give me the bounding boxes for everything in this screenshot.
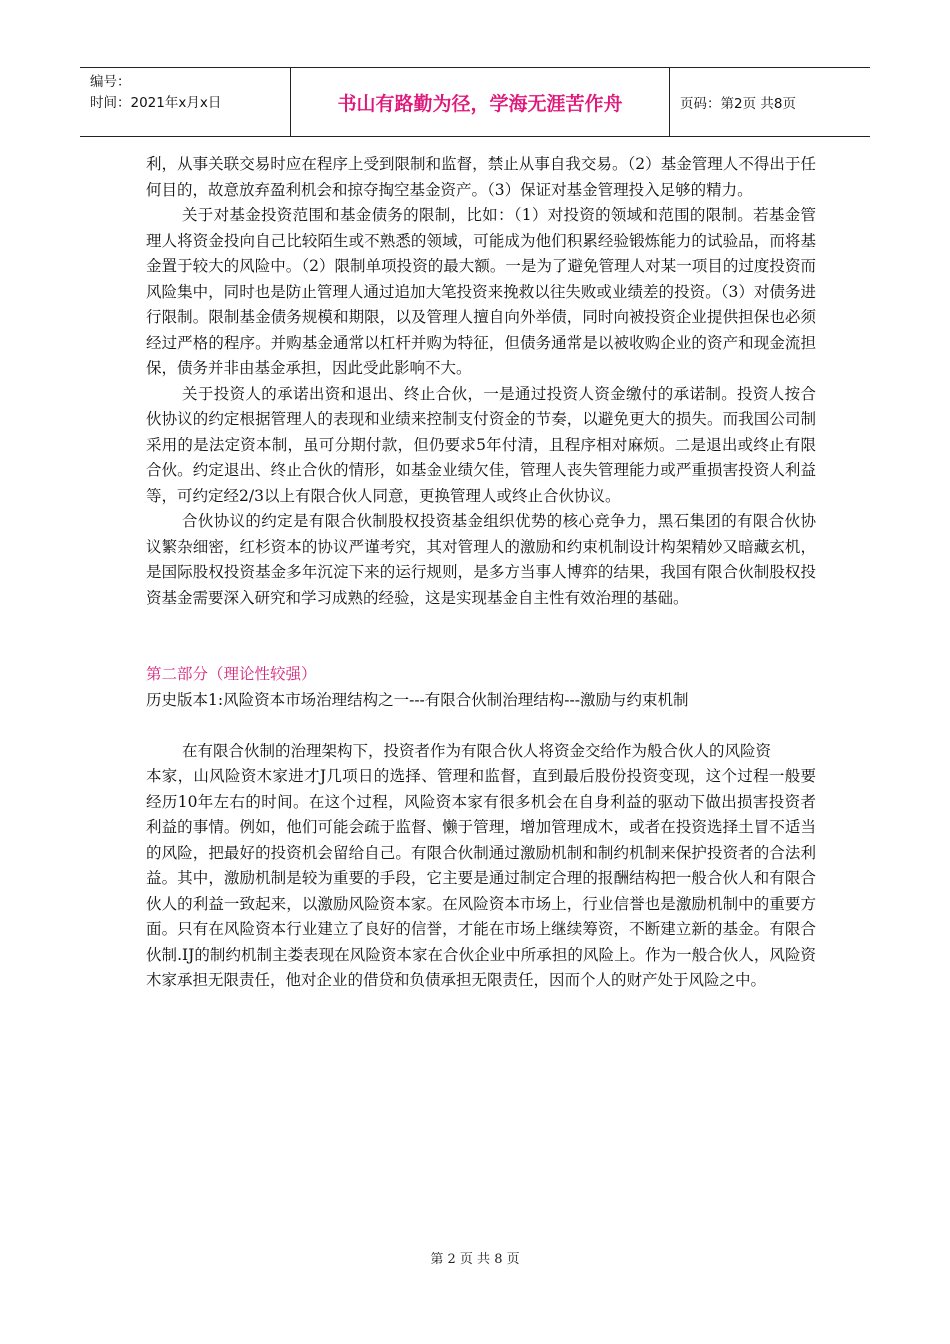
paragraph-5-start: 在有限合伙制的治理架构下，投资者作为有限合伙人将资金交给作为般合伙人的风险资: [182, 741, 772, 760]
page-header: [80, 67, 870, 137]
header-page-info: 页码：第2页 共8页: [680, 96, 796, 112]
history-title: 历史版本1:风险资本市场治理结构之一---有限合伙制治理结构---激励与约束机制: [146, 690, 689, 709]
section-title: 第二部分（理论性较强）: [146, 665, 317, 683]
paragraph-1: 利，从事关联交易时应在程序上受到限制和监督，禁止从事自我交易。（2）基金管理人不得出于任何目的，故意放弃盈利机会和掠夺掏空基金资产。（3）保证对基金管理投入足够的精力。: [146, 155, 816, 199]
paragraph-5-continued: 本家，山风险资木家进才J几项日的选择、管理和监督，直到最后股份投资变现，这个过程一般要经历10年左右的时间。在这个过程，风险资本家有很多机会在自身利益的驱动下做出损害投资者利益的事情。例如，他们可能会疏于监督、懒于管理，增加管理成木，或者在投资选择土冒不适当的风险，把最好的投资机会留给自己。有限合伙制通过激励机制和制约机制来保护投资者的合法利益。其中，激励机制是较为重要的手段，它主要是通过制定合理的报酬结构把一般合伙人和有限合伙人的利益一致起来，以激励风险资本家。在风险资本市场上，行业信誉也是激励机制中的重要方面。只有在风险资本行业建立了良好的信誉，才能在市场上继续筹资，不断建立新的基金。有限合伙制.IJ的制约机制主娄表现在风险资本家在合伙企业中所承担的风险上。作为一般合伙人，风险资木家承担无限责任，他对企业的借贷和负债承担无限责任，因而个人的财产处于风险之中。: [146, 767, 816, 989]
serial-label: 编号：: [90, 74, 131, 90]
section-spacer: [146, 611, 816, 662]
header-motto: 书山有路勤为径，学海无涯苦作舟: [291, 68, 670, 136]
document-body: [146, 152, 816, 994]
header-meta: [80, 68, 291, 136]
history-spacer: [146, 713, 816, 739]
paragraph-3: 关于投资人的承诺出资和退出、终止合伙，一是通过投资人资金缴付的承诺制。投资人按合伙协议的约定根据管理人的表现和业绩来控制支付资金的节奏，以避免更大的损失。而我国公司制采用的是法定资本制，虽可分期付款，但仍要求5年付清，且程序相对麻烦。二是退出或终止有限合伙。约定退出、终止合伙的情形，如基金业绩欠佳，管理人丧失管理能力或严重损害投资人利益等，可约定经2/3以上有限合伙人同意，更换管理人或终止合伙协议。: [146, 384, 816, 505]
time-label: 时间：2021年x月x日: [90, 95, 222, 111]
page-footer: 第 2 页 共 8 页: [430, 1252, 520, 1267]
paragraph-2: 关于对基金投资范围和基金债务的限制，比如：（1）对投资的领域和范围的限制。若基金管理人将资金投向自己比较陌生或不熟悉的领域，可能成为他们积累经验锻炼能力的试验品，而将基金置于较大的风险中。（2）限制单项投资的最大额。一是为了避免管理人对某一项目的过度投资而风险集中，同时也是防止管理人通过追加大笔投资来挽救以往失败或业绩差的投资。（3）对债务进行限制。限制基金债务规模和期限，以及管理人擅自向外举债，同时向被投资企业提供担保也必须经过严格的程序。并购基金通常以杠杆并购为特征，但债务通常是以被收购企业的资产和现金流担保，债务并非由基金承担，因此受此影响不大。: [146, 206, 816, 377]
paragraph-4: 合伙协议的约定是有限合伙制股权投资基金组织优势的核心竞争力，黑石集团的有限合伙协议繁杂细密，红杉资本的协议严谨考究，其对管理人的激励和约束机制设计构架精妙又暗藏玄机，是国际股权投资基金多年沉淀下来的运行规则，是多方当事人博弈的结果，我国有限合伙制股权投资基金需要深入研究和学习成熟的经验，这是实现基金自主性有效治理的基础。: [146, 512, 816, 607]
